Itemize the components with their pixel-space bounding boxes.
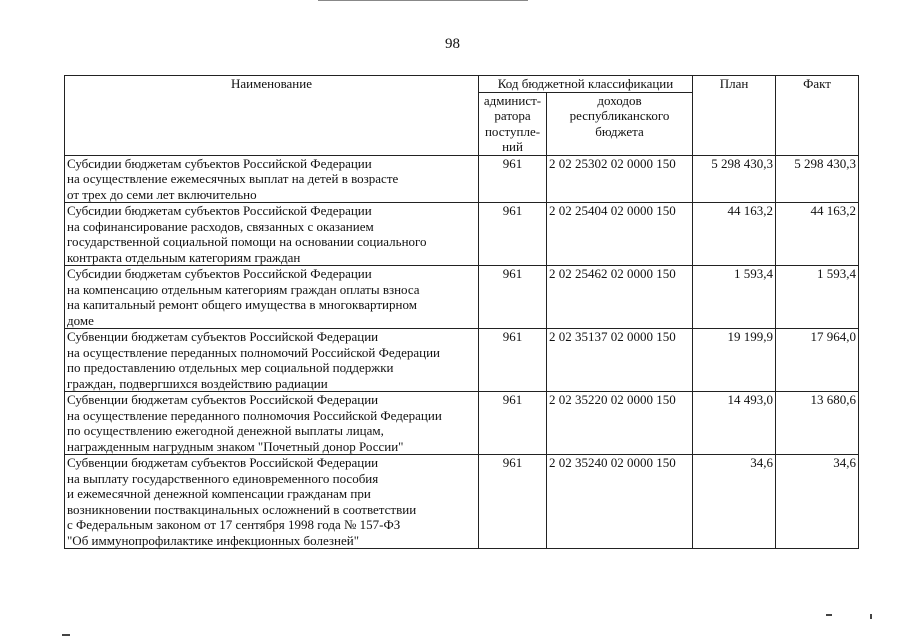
table-row	[65, 329, 859, 392]
name-line: на осуществление переданного полномочия Российской Федерации	[67, 407, 442, 423]
row-revenue-code: 2 02 35220 02 0000 150	[547, 392, 693, 455]
row-plan: 14 493,0	[693, 392, 776, 455]
name-line: на осуществление ежемесячных выплат на детей в возрасте	[67, 171, 399, 186]
row-fact: 13 680,6	[776, 392, 859, 455]
row-name	[65, 266, 479, 329]
header-admin	[479, 92, 547, 155]
name-line: Субсидии бюджетам субъектов Российской Федерации	[67, 266, 372, 281]
budget-table	[64, 75, 859, 549]
scan-mark	[870, 614, 872, 619]
header-plan: План	[693, 76, 776, 156]
row-name	[65, 155, 479, 203]
page-number: 98	[445, 36, 460, 52]
row-fact: 34,6	[776, 455, 859, 549]
row-fact: 44 163,2	[776, 203, 859, 266]
name-line: Субвенции бюджетам субъектов Российской Федерации	[67, 455, 379, 470]
row-admin-code: 961	[479, 455, 547, 549]
name-line: с Федеральным законом от 17 сентября 1998 года № 157-ФЗ	[67, 517, 401, 532]
row-revenue-code: 2 02 35137 02 0000 150	[547, 329, 693, 392]
header-code-group: Код бюджетной классификации	[479, 76, 693, 93]
scan-mark	[826, 614, 832, 616]
table-row	[65, 203, 859, 266]
name-line: контракта отдельным категориям граждан	[67, 249, 301, 265]
row-admin-code: 961	[479, 392, 547, 455]
header-row-1	[65, 76, 859, 93]
row-admin-code: 961	[479, 329, 547, 392]
row-plan: 34,6	[693, 455, 776, 549]
row-admin-code: 961	[479, 155, 547, 203]
table-row	[65, 392, 859, 455]
scan-mark	[62, 634, 70, 636]
row-name	[65, 455, 479, 549]
name-line: от трех до семи лет включительно	[67, 186, 257, 202]
name-line: граждан, подвергшихся воздействию радиации	[67, 375, 328, 391]
header-revenue	[547, 92, 693, 155]
row-fact: 5 298 430,3	[776, 155, 859, 203]
row-plan: 5 298 430,3	[693, 155, 776, 203]
row-revenue-code: 2 02 25302 02 0000 150	[547, 155, 693, 203]
header-admin-line: ратора	[494, 108, 531, 123]
row-revenue-code: 2 02 25404 02 0000 150	[547, 203, 693, 266]
header-name: Наименование	[65, 76, 479, 156]
header-revenue-line: доходов	[597, 92, 642, 108]
header-revenue-line: бюджета	[595, 123, 644, 139]
name-line: Субвенции бюджетам субъектов Российской Федерации	[67, 392, 379, 407]
name-line: на осуществление переданных полномочий Российской Федерации	[67, 344, 441, 360]
row-plan: 1 593,4	[693, 266, 776, 329]
table-row	[65, 455, 859, 549]
name-line: на капитальный ремонт общего имущества в многоквартирном	[67, 297, 417, 312]
row-revenue-code: 2 02 25462 02 0000 150	[547, 266, 693, 329]
top-edge-line	[318, 0, 528, 1]
row-name	[65, 329, 479, 392]
row-admin-code: 961	[479, 203, 547, 266]
name-line: "Об иммунопрофилактике инфекционных болезней"	[67, 532, 360, 548]
row-admin-code: 961	[479, 266, 547, 329]
table-row	[65, 155, 859, 203]
name-line: на выплату государственного единовременного пособия	[67, 470, 379, 486]
header-admin-line: поступле-	[484, 123, 541, 139]
name-line: по предоставлению отдельных мер социальной поддержки	[67, 360, 394, 375]
name-line: Субсидии бюджетам субъектов Российской Федерации	[67, 203, 372, 218]
name-line: награжденным нагрудным знаком "Почетный донор России"	[67, 438, 404, 454]
table-row	[65, 266, 859, 329]
header-admin-line: ний	[502, 139, 523, 154]
name-line: на софинансирование расходов, связанных с оказанием	[67, 218, 374, 234]
row-name	[65, 392, 479, 455]
row-plan: 44 163,2	[693, 203, 776, 266]
row-fact: 1 593,4	[776, 266, 859, 329]
row-revenue-code: 2 02 35240 02 0000 150	[547, 455, 693, 549]
name-line: и ежемесячной денежной компенсации гражданам при	[67, 486, 371, 501]
header-fact: Факт	[776, 76, 859, 156]
name-line: Субвенции бюджетам субъектов Российской Федерации	[67, 329, 379, 344]
header-revenue-line: республиканского	[569, 108, 670, 123]
name-line: доме	[67, 312, 94, 328]
header-admin-line: админист-	[483, 92, 542, 108]
row-fact: 17 964,0	[776, 329, 859, 392]
name-line: возникновении поствакцинальных осложнений в соответствии	[67, 501, 417, 517]
name-line: Субсидии бюджетам субъектов Российской Федерации	[67, 155, 372, 171]
name-line: на компенсацию отдельным категориям граждан оплаты взноса	[67, 281, 420, 297]
row-name	[65, 203, 479, 266]
name-line: по осуществлению ежегодной денежной выплаты лицам,	[67, 423, 384, 438]
name-line: государственной социальной помощи на основании социального	[67, 234, 427, 249]
row-plan: 19 199,9	[693, 329, 776, 392]
